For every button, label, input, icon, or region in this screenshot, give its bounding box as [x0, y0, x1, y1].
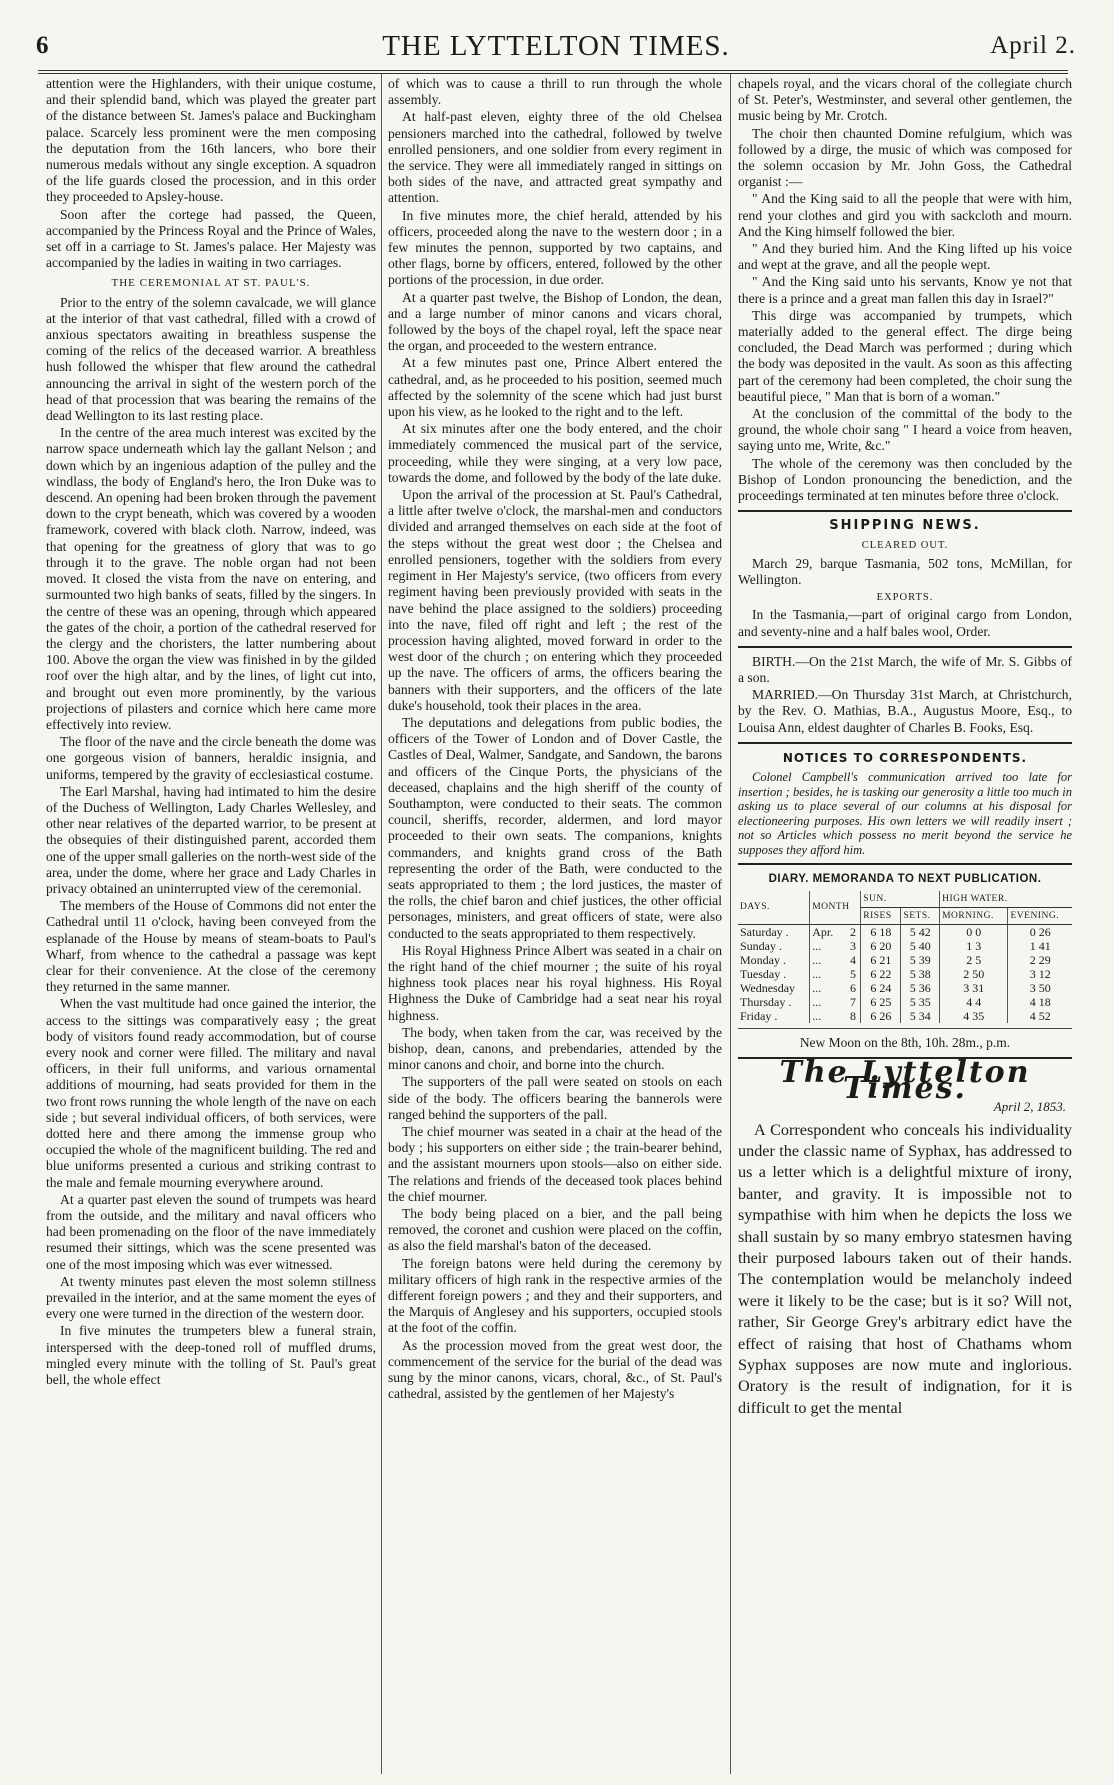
diary-rows: [738, 924, 1072, 1023]
diary-cell-date: 4: [850, 952, 857, 967]
article-paragraph: At six minutes after one the body entered, and the choir immediately commenced the musical part of the service, proceeding, while they were singing, at a very low pace, towards the dome, and followed by the body of the late duke.: [388, 421, 722, 485]
article-paragraph: Upon the arrival of the procession at St. Paul's Cathedral, a little after twelve o'clock, the marshal-men and conductors divided and arranged themselves on each side at the foot of the steps without the great west door ; the Chelsea and enrolled pensioners, together with the soldiers from every regiment in Her Majesty's service, (two officers from every regiment having been previously provided with seats in the nave behind the place assigned to the soldiers) proceeding into the nave, filed off right and left ; the rest of the procession having alighted, moved forward in order to the west door of the church ; on entering which they proceeded up the nave. The officers of arms, the officers bearing the banners with their supporters, and the officers of the late duke's household, took their places in the area.: [388, 487, 722, 713]
diary-cell-evening: 2 29: [1008, 953, 1072, 967]
diary-row: [738, 981, 1072, 995]
newspaper-title: THE LYTTELTON TIMES.: [382, 30, 730, 62]
exports-heading: EXPORTS.: [876, 592, 934, 604]
diary-row: [738, 939, 1072, 953]
article-paragraph: His Royal Highness Prince Albert was seated in a chair on the right hand of the chief mourner ; the suite of his royal highness took places near his royal highness. His Royal Highness the Duke of Cambridge had a seat near his royal highness.: [388, 942, 722, 1023]
article-paragraph: The deputations and delegations from public bodies, the officers of the Tower of London and of Dover Castle, the Castles of Deal, Walmer, Sandgate, and Sandown, the barons and officers of the Cinque Ports, the physicians of the deceased, chaplains and the high sheriff of the county of Southampton, were conducted to their seats. The common council, sheriffs, recorder, aldermen, and lord mayor proceeded to their own seats. The companions, knights commanders, and knights grand cross of the Bath representing the order of the Bath, were conducted to the seats appropriated to them ; the lord justices, the master of the rolls, the chief baron and chief justices, the other official personages, ministers, and great officers of state, were also conducted to the seats appropriated to them respectively.: [388, 714, 722, 941]
diary-cell-date: 5: [850, 966, 857, 981]
article-paragraph: As the procession moved from the great west door, the commencement of the service for the burial of the dead was sung by the minor canons, vicars, choral, &c., of St. Paul's cathedral, assisted by the gentlemen of her Majesty's: [388, 1337, 722, 1402]
article-paragraph: The members of the House of Commons did not enter the Cathedral until 11 o'clock, having been conveyed from the esplanade of the House by means of steam-boats to Paul's Wharf, from whence to the cathedral a passage was kept clear for their convenience. At the close of the ceremony they returned in the same manner.: [46, 898, 376, 995]
diary-cell-sets: 5 38: [901, 967, 940, 981]
diary-cell-morning: 0 0: [940, 924, 1008, 939]
page-number: 6: [36, 32, 49, 59]
diary-col-days: DAYS.: [738, 891, 810, 925]
article-paragraph: The Earl Marshal, having had intimated to him the desire of the Duchess of Wellington, Lady Charles Wellesley, and other near relatives of the departed warrior, to be present at the obsequies of their distinguished parent, accorded them one of the upper small galleries on the north-west side of the area, under the dome, where her grace and Lady Charles in privacy obtained an uninterrupted view of the ceremonial.: [46, 783, 376, 896]
diary-row: [738, 1009, 1072, 1023]
diary-cell-rises: 6 26: [861, 1009, 901, 1023]
diary-cell-sets: 5 36: [901, 981, 940, 995]
diary-cell-evening: 4 52: [1008, 1009, 1072, 1023]
diary-cell-month: ...: [810, 939, 846, 953]
diary-row: [738, 967, 1072, 981]
diary-cell-morning: 3 31: [940, 981, 1008, 995]
article-paragraph: " And the King said to all the people that were with him, rend your clothes and gird you with sackcloth and mourn. And the King himself followed the bier.: [738, 191, 1072, 239]
shipping-entry: March 29, barque Tasmania, 502 tons, McMillan, for Wellington.: [738, 555, 1072, 587]
article-paragraph: chapels royal, and the vicars choral of the collegiate church of St. Peter's, Westminster, and several other gentlemen, the music being by Mr. Crotch.: [738, 76, 1072, 124]
diary-col-month: MONTH: [810, 891, 861, 925]
article-paragraph: In five minutes more, the chief herald, attended by his officers, proceeded along the nave to the western door ; in a few minutes the pennon, supported by two captains, and other flags, borne by officers, entered, followed by the other portions of the procession, in due order.: [388, 207, 722, 288]
diary-cell-day: Monday .: [740, 952, 786, 967]
article-paragraph: Soon after the cortege had passed, the Queen, accompanied by the Princess Royal and the Prince of Wales, set off in a carriage to St. James's palace. Her Majesty was accompanied by the ladies in waiting in two carriages.: [46, 206, 376, 271]
diary-row: [738, 995, 1072, 1009]
diary-col-high-water: HIGH WATER.: [940, 891, 1072, 908]
paper-name-heading: The Lyttelton Times.: [779, 1054, 1031, 1107]
diary-cell-evening: 0 26: [1008, 924, 1072, 939]
diary-cell-month: ...: [810, 953, 846, 967]
diary-col-rises: RISES: [861, 907, 901, 924]
article-paragraph: The supporters of the pall were seated on stools on each side of the body. The officers bearing the bannerols were ranged behind the supporters of the pall.: [388, 1074, 722, 1122]
article-paragraph: A Correspondent who conceals his individuality under the classic name of Syphax, has addressed to us a letter which is a delightful mixture of irony, banter, and gravity. It is impossible not to sympathise with him when he depicts the loss we shall sustain by so many embryo statesmen having their purposed labours taken out of their hands. The contemplation would be melancholy indeed were it likely to be the case; but is it so? Will not, rather, Sir George Grey's arbitrary edict have the effect of raising that host of Chathams whom Syphax supposes are now mute and inglorious. Oratory is the result of indignation, for it is difficult to get the mental: [738, 1120, 1072, 1417]
diary-cell-rises: 6 24: [861, 981, 901, 995]
masthead: [36, 26, 1076, 70]
article-paragraph: At a quarter past eleven the sound of trumpets was heard from the outside, and the military and naval officers who had been promenading on the floor of the nave immediately resumed their sittings, which was the scene presented was one of the most imposing which was ever witnessed.: [46, 1191, 376, 1272]
article-paragraph: The whole of the ceremony was then concluded by the Bishop of London pronouncing the benediction, and the proceedings terminated at ten minutes before three o'clock.: [738, 455, 1072, 504]
article-paragraph: The floor of the nave and the circle beneath the dome was one gorgeous vision of banners, heraldic insignia, and uniforms, tempered by the gravity of ecclesiastical costume.: [46, 734, 376, 782]
article-paragraph: At twenty minutes past eleven the most solemn stillness prevailed in the interior, and at the same moment the eyes of every one were turned in the direction of the western door.: [46, 1273, 376, 1322]
diary-col-sun: SUN.: [861, 891, 940, 908]
diary-cell-sets: 5 40: [901, 939, 940, 953]
birth-notice: BIRTH.—On the 21st March, the wife of Mr. S. Gibbs of a son.: [738, 653, 1072, 685]
article-paragraph: At half-past eleven, eighty three of the old Chelsea pensioners marched into the cathedral, followed by twelve enrolled pensioners, and one soldier from every regiment in the service. They were all immediately ranged in sittings on both sides of the nave, and attracted great sympathy and attention.: [388, 109, 722, 206]
article-paragraph: " And the King said unto his servants, Know ye not that there is a prince and a great man fallen this day in Israel?": [738, 274, 1072, 306]
section-rule: [738, 742, 1072, 744]
section-rule: [738, 510, 1072, 512]
diary-cell-day: Thursday .: [740, 994, 792, 1009]
column-divider-2: [730, 74, 731, 1774]
article-paragraph: At the conclusion of the committal of the body to the ground, the whole choir sang " I heard a voice from heaven, saying unto me, Write, &c.": [738, 406, 1072, 454]
article-paragraph: In the centre of the area much interest was excited by the narrow space underneath which lay the gallant Nelson ; and down which by an ingenious adaption of the pulley and the windlass, the body of England's hero, the Iron Duke was to descend. An opening had been broken through the pavement down to the crypt beneath, which was covered by a wooden framework, covered with black cloth. Narrow, indeed, was that opening for the greatness of glory that was to go through it to the grave. The noble organ had not been moved. It closed the vista from the nave on entering, and surmounted two high banks of seats, filled by the singers. In the centre of these was an opening, through which appeared the gates of the choir, a portion of the cathedral reserved for the clergy and the choristers, the latter numbering about 100. Above the organ the view was finished in by the gilded roof over the high altar, and by the lines, of light cut into, and brought out even more prominently, by the various projections of pilasters and cornice which here came more effectively into review.: [46, 425, 376, 732]
masthead-rule: [38, 70, 1068, 71]
diary-cell-date: 3: [850, 938, 857, 953]
diary-cell-sets: 5 34: [901, 1009, 940, 1023]
diary-cell-date: 7: [850, 994, 857, 1009]
article-paragraph: In five minutes the trumpeters blew a funeral strain, interspersed with the deep-toned roll of muffled drums, mingled every minute with the tolling of St. Paul's great bell, the whole effect: [46, 1323, 376, 1388]
diary-cell-day: Saturday .: [740, 924, 789, 939]
cleared-out-heading: CLEARED OUT.: [861, 540, 949, 552]
marriage-notice: MARRIED.—On Thursday 31st March, at Christchurch, by the Rev. O. Mathias, B.A., Augustus Moore, Esq., to Louisa Ann, eldest daughter of Charles B. Fooks, Esq.: [738, 687, 1072, 735]
diary-cell-date: 2: [850, 924, 857, 939]
issue-date: April 2.: [990, 32, 1076, 59]
diary-cell-date: 6: [850, 980, 857, 995]
article-paragraph: The body, when taken from the car, was received by the bishop, dean, canons, and prebendaries, attended by the minor canons and choir, and borne into the church.: [388, 1024, 722, 1073]
section-heading: THE CEREMONIAL AT ST. PAUL'S.: [111, 277, 311, 290]
article-paragraph: " And they buried him. And the King lifted up his voice and wept at the grave, and all the people wept.: [738, 241, 1072, 273]
diary-cell-day: Wednesday: [740, 980, 796, 995]
diary-cell-month: ...: [810, 1009, 846, 1023]
article-paragraph: When the vast multitude had once gained the interior, the access to the sittings was comparatively easy ; the great body of visitors found ready accommodation, but of course every nook and corner were filled. The military and naval officers, in their full uniforms, and various ornamental additions of mourning, had seats provided for them in the two front rows running the whole length of the nave on each side ; but several individual officers, of both services, were dotted here and there among the immense group who occupied the whole of the magnificent building. The red and blue uniforms presented a curious and striking contrast to the male and female mourning everywhere around.: [46, 996, 376, 1190]
diary-heading: DIARY. MEMORANDA TO NEXT PUBLICATION.: [768, 873, 1042, 886]
diary-cell-sets: 5 35: [901, 995, 940, 1009]
notices-text: Colonel Campbell's communication arrived too late for insertion ; besides, he is tasking our generosity a little too much in asking us to place several of our columns at his disposal for electioneering purposes. His own letters we will readily insert ; not so Articles which possess no merit beyond the service he supposes they afford him.: [738, 769, 1072, 857]
diary-col-evening: EVENING.: [1008, 907, 1072, 924]
diary-cell-day: Tuesday .: [740, 966, 787, 981]
diary-cell-morning: 2 5: [940, 953, 1008, 967]
article-paragraph: This dirge was accompanied by trumpets, which materially added to the general effect. The dirge being concluded, the Dead March was performed ; during which the body was deposited in the vault. As soon as this affecting part of the ceremony had been completed, the choir sung the beautiful piece, " Man that is born of a woman.": [738, 307, 1072, 404]
column-3: [738, 76, 1072, 1776]
leader-date: April 2, 1853.: [993, 1099, 1066, 1115]
diary-cell-rises: 6 20: [861, 939, 901, 953]
diary-cell-evening: 4 18: [1008, 995, 1072, 1009]
diary-cell-evening: 3 12: [1008, 967, 1072, 981]
article-paragraph: Prior to the entry of the solemn cavalcade, we will glance at the interior of that vast cathedral, filled with a crowd of anxious spectators awaiting in breathless suspense the coming of the relics of the deceased warrior. A breathless hush followed the whisper that flew around the cathedral announcing the arrival in sight of the western porch of the head of that procession that was bearing the remains of the dead Wellington to its last resting place.: [46, 294, 376, 424]
article-paragraph: The body being placed on a bier, and the pall being removed, the coronet and cushion were placed on the coffin, as also the field marshal's baton of the deceased.: [388, 1206, 722, 1254]
article-paragraph: At a quarter past twelve, the Bishop of London, the dean, and a large number of minor canons and vicars choral, followed by the boys of the chapel royal, left the space near the organ, and proceeded to the western entrance.: [388, 289, 722, 354]
section-rule: [738, 863, 1072, 865]
diary-rule: [738, 1028, 1072, 1029]
article-paragraph: At a few minutes past one, Prince Albert entered the cathedral, and, as he proceeded to his position, seemed much affected by the solemnity of the scene which had just burst upon his view, as he looked to the right and to the left.: [388, 355, 722, 420]
diary-cell-morning: 2 50: [940, 967, 1008, 981]
leader-article: [738, 1120, 1072, 1420]
shipping-entry: In the Tasmania,—part of original cargo from London, and seventy-nine and a half bales wool, Order.: [738, 607, 1072, 639]
diary-cell-rises: 6 22: [861, 967, 901, 981]
diary-cell-rises: 6 21: [861, 953, 901, 967]
article-paragraph: The chief mourner was seated in a chair at the head of the body ; his supporters on either side ; the train-bearer behind, and the assistant mourners upon stools—also on either side. The relations and friends of the deceased took places behind the chief mourner.: [388, 1124, 722, 1204]
moon-phase: New Moon on the 8th, 10h. 28m., p.m.: [799, 1034, 1011, 1050]
diary-cell-day: Sunday .: [740, 938, 782, 953]
column-1: [46, 76, 376, 1776]
diary-row: [738, 953, 1072, 967]
article-paragraph: attention were the Highlanders, with their unique costume, and their splendid band, which was played the greater part of the distance between St. James's palace and Buckingham palace. Scarcely less prominent were the men composing the deputation from the 16th lancers, who bore their numerous medals without any single exception. A squadron of the life guards closed the procession, and in this order they proceeded to Apsley-house.: [46, 76, 376, 205]
diary-cell-sets: 5 39: [901, 953, 940, 967]
diary-cell-rises: 6 25: [861, 995, 901, 1009]
diary-cell-morning: 4 35: [940, 1009, 1008, 1023]
diary-cell-date: 8: [850, 1008, 857, 1023]
diary-cell-month: Apr.: [810, 924, 846, 939]
diary-cell-month: ...: [810, 967, 846, 981]
diary-cell-morning: 1 3: [940, 939, 1008, 953]
diary-col-sets: SETS.: [901, 907, 940, 924]
article-paragraph: The foreign batons were held during the ceremony by military officers of high rank in the respective armies of the different foreign powers ; and they and their supporters, and the Marquis of Anglesey and his supporters, occupied stools at the foot of the coffin.: [388, 1255, 722, 1336]
diary-cell-rises: 6 18: [861, 924, 901, 939]
diary-col-morning: MORNING.: [940, 907, 1008, 924]
column-divider-1: [381, 74, 382, 1774]
masthead-rule-lower: [38, 73, 1068, 74]
notices-heading: NOTICES TO CORRESPONDENTS.: [782, 750, 1028, 765]
diary-cell-month: ...: [810, 981, 846, 995]
column-2: [388, 76, 722, 1776]
diary-cell-evening: 1 41: [1008, 939, 1072, 953]
section-rule: [738, 646, 1072, 648]
diary-row: [738, 924, 1072, 939]
shipping-news-heading: SHIPPING NEWS.: [829, 518, 981, 534]
article-paragraph: The choir then chaunted Domine refulgium, which was followed by a dirge, the music of which was composed for the solemn occasion by Mr. John Goss, the Cathedral organist :—: [738, 125, 1072, 190]
article-paragraph: of which was to cause a thrill to run through the whole assembly.: [388, 76, 722, 108]
diary-table: [738, 891, 1072, 1023]
diary-cell-sets: 5 42: [901, 924, 940, 939]
diary-cell-morning: 4 4: [940, 995, 1008, 1009]
diary-cell-month: ...: [810, 995, 846, 1009]
diary-cell-day: Friday .: [740, 1008, 778, 1023]
diary-cell-evening: 3 50: [1008, 981, 1072, 995]
